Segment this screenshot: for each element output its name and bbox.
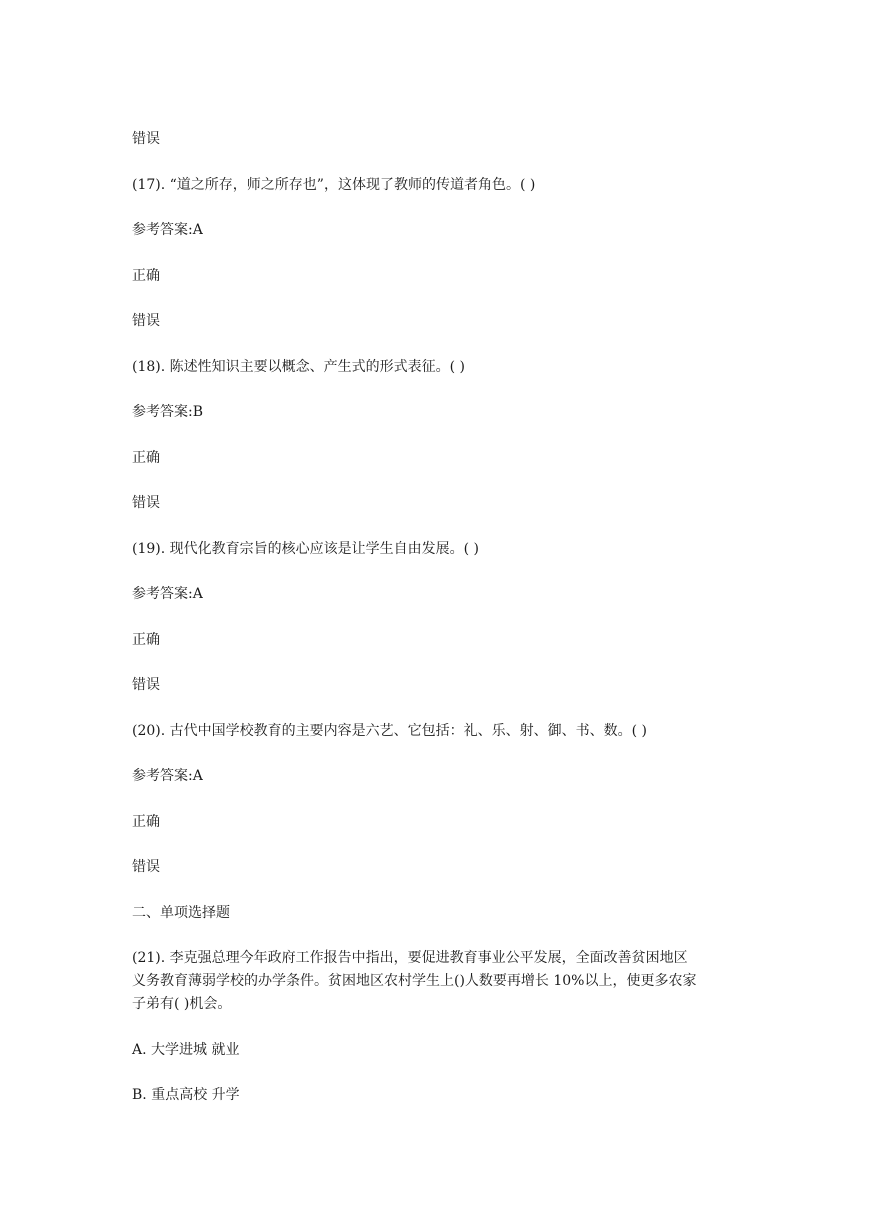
- section-heading: 二、单项选择题: [132, 905, 230, 921]
- question-21: [132, 947, 742, 1016]
- answer-20: 参考答案:A: [132, 768, 203, 784]
- question-17: (17). “道之所存，师之所存也”，这体现了教师的传道者角色。( ): [132, 177, 536, 193]
- option-wrong: 错误: [132, 495, 160, 511]
- option-correct: 正确: [132, 814, 160, 830]
- option-wrong: 错误: [132, 131, 160, 147]
- question-21-line: (21). 李克强总理今年政府工作报告中指出，要促进教育事业公平发展，全面改善贫困地区: [132, 950, 688, 966]
- choice-b: B. 重点高校 升学: [132, 1087, 240, 1103]
- option-wrong: 错误: [132, 313, 160, 329]
- option-correct: 正确: [132, 268, 160, 284]
- question-19: (19). 现代化教育宗旨的核心应该是让学生自由发展。( ): [132, 541, 480, 557]
- option-correct: 正确: [132, 632, 160, 648]
- question-21-line: 义务教育薄弱学校的办学条件。贫困地区农村学生上()人数要再增长 10%以上，使更多农家: [132, 973, 697, 989]
- question-21-line: 子弟有( )机会。: [132, 996, 232, 1012]
- answer-18: 参考答案:B: [132, 404, 204, 420]
- question-18: (18). 陈述性知识主要以概念、产生式的形式表征。( ): [132, 359, 466, 375]
- question-20: (20). 古代中国学校教育的主要内容是六艺、它包括：礼、乐、射、御、书、数。( ): [132, 723, 648, 739]
- answer-17: 参考答案:A: [132, 222, 203, 238]
- choice-a: A. 大学进城 就业: [132, 1042, 240, 1058]
- option-wrong: 错误: [132, 859, 160, 875]
- answer-19: 参考答案:A: [132, 586, 203, 602]
- option-wrong: 错误: [132, 677, 160, 693]
- option-correct: 正确: [132, 450, 160, 466]
